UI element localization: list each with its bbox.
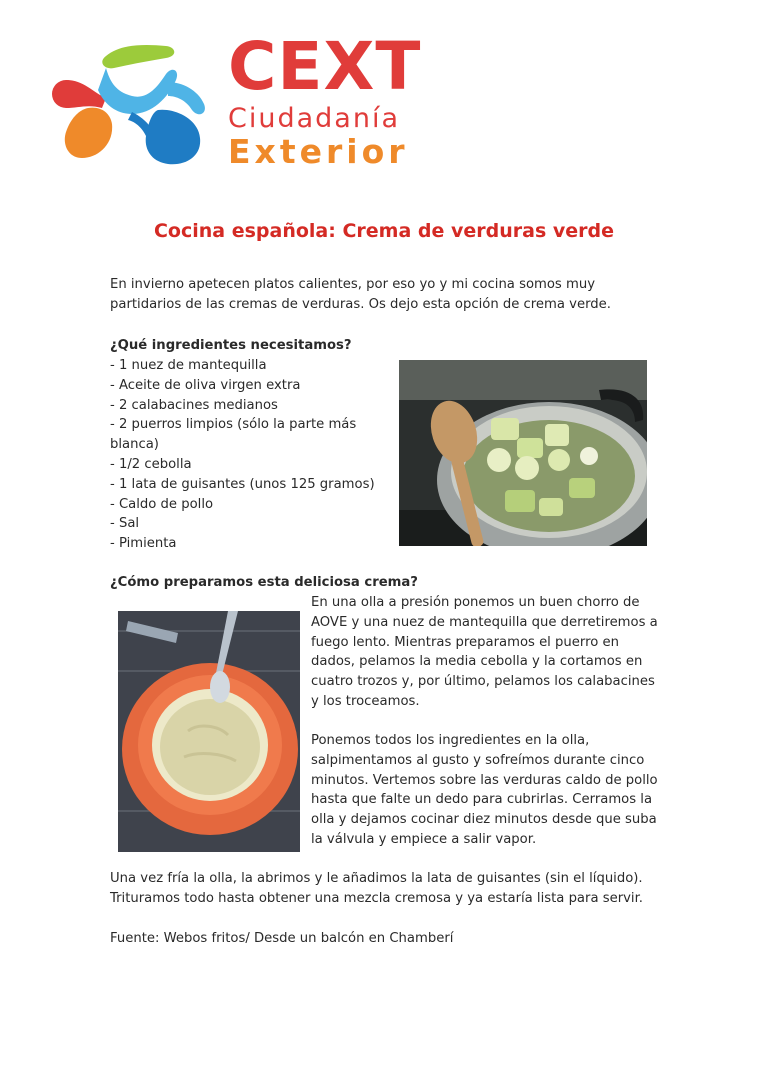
cream-bowl-photo [118,611,300,852]
list-item: - 1 nuez de mantequilla [110,358,267,373]
intro-paragraph: En invierno apetecen platos calientes, por eso yo y mi cocina somos muy partidarios de las cremas de verduras. Os dejo esta opción de crema verde. [110,277,611,312]
final-paragraph: Una vez fría la olla, la abrimos y le añadimos la lata de guisantes (sin el líquido). Trituramos todo hasta obtener una mezcla cremosa y ya estaría lista para servir. [110,871,643,906]
logo-cext: CEXT [228,28,422,105]
list-item: - Pimienta [110,536,177,552]
preparation-heading: ¿Cómo preparamos esta deliciosa crema? [110,575,418,590]
list-item: - Aceite de oliva virgen extra [110,377,301,393]
logo-text [228,28,422,171]
preparation-paragraph-2: Ponemos todos los ingredientes en la olla, salpimentamos al gusto y sofreímos durante cinco minutos. Vertemos sobre las verduras caldo de pollo hasta que falte un dedo para cubrirlas. Cerramos la olla y dejamos cocinar diez minutos desde que suba la válvula y empiece a salir vapor. [311,733,658,847]
preparation-paragraph-1: En una olla a presión ponemos un buen chorro de AOVE y una nuez de mantequilla que derretiremos a fuego lento. Mientras preparamos el puerro en dados, pelamos la media cebolla y la cortamos en cuatro trozos y, por último, pelamos los calabacines y los troceamos. [311,595,658,709]
pot-vegetables-photo [399,360,647,546]
page-title: Cocina española: Crema de verduras verde [153,220,615,242]
list-item: - Sal [110,516,140,532]
source-text: Fuente: Webos fritos/ Desde un balcón en Chamberí [110,931,454,946]
ingredients-list [110,356,400,554]
list-item: - Caldo de pollo [110,496,214,512]
list-item: - 2 calabacines medianos [110,397,278,413]
list-item: - 1 lata de guisantes (unos 125 gramos) [110,476,375,492]
list-item: - 2 puerros limpios (sólo la parte más blanca) [110,417,357,453]
logo-ciudadania: Ciudadanía [228,103,400,134]
logo-exterior: Exterior [228,132,409,171]
ingredients-heading: ¿Qué ingredientes necesitamos? [110,338,352,353]
list-item: - 1/2 cebolla [110,456,192,472]
